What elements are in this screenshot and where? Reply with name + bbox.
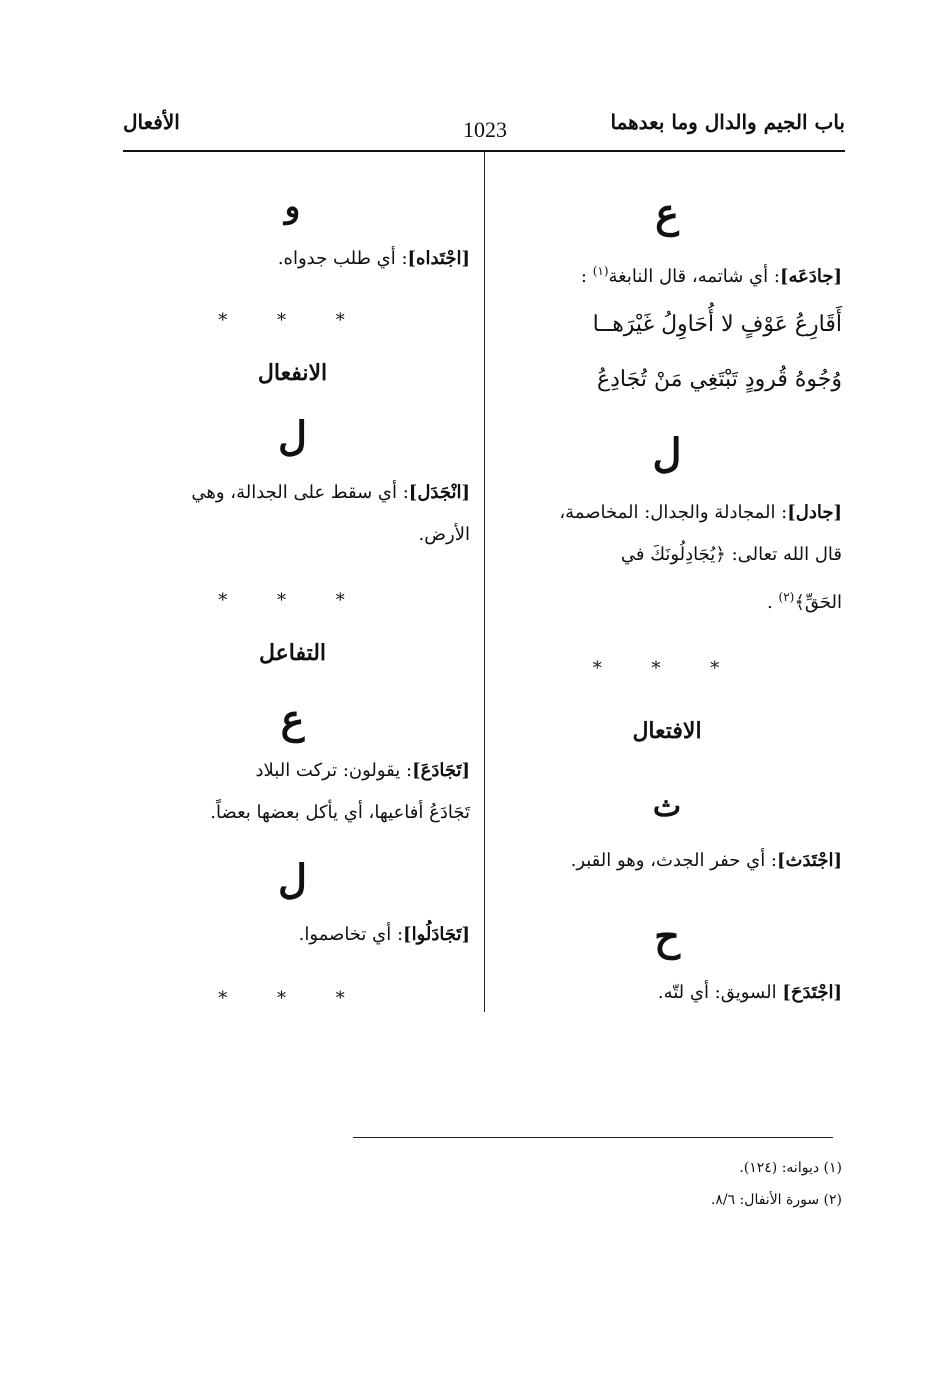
letter-heading-lam: ل bbox=[277, 413, 308, 460]
letter-heading-ha: ح bbox=[654, 913, 680, 960]
entry-term: [انْجَدَل] bbox=[408, 482, 470, 503]
section-heading-infial: الانفعال bbox=[257, 360, 328, 386]
entry-term: [اجْتَدَث] bbox=[777, 850, 842, 871]
entry-term: [اجْتَدَحَ] bbox=[782, 982, 842, 1003]
entry-text-line-1: : أي سقط على الجدالة، وهي bbox=[191, 482, 409, 503]
entry-text-line-2: تَجَادَعُ أفاعيها، أي يأكل بعضها بعضاً. bbox=[210, 802, 470, 823]
section-divider-stars: * * * bbox=[218, 590, 367, 611]
page-number: 1023 bbox=[463, 117, 507, 142]
entry-tail: : bbox=[580, 266, 587, 287]
footnote-2: (٢) سورة الأنفال: ٨/٦. bbox=[710, 1192, 842, 1208]
entry-text: السويق: أي لتّه. bbox=[657, 982, 777, 1003]
poem-verse-line-1: أَقَارِعُ عَوْفٍ لا أُحَاوِلُ غَيْرَهــا bbox=[592, 312, 842, 337]
section-heading-iftial: الافتعال bbox=[632, 718, 702, 744]
footnote-ref-2: (٢) bbox=[778, 590, 795, 604]
running-header-section: الأفعال bbox=[123, 110, 180, 134]
entry-text-line-2: الأرض. bbox=[418, 524, 470, 545]
entry-ijtadah-waw bbox=[115, 238, 470, 280]
entry-injadala bbox=[115, 472, 470, 556]
entry-text-line-1: : المجادلة والجدال: المخاصمة، bbox=[559, 502, 788, 523]
letter-heading-ain: ع bbox=[655, 190, 679, 237]
footnote-rule bbox=[353, 1137, 833, 1138]
letter-heading-tha: ث bbox=[652, 789, 682, 824]
entry-term: [جادَعَه] bbox=[779, 266, 842, 287]
entry-tajadaa bbox=[115, 750, 470, 834]
entry-term: [جادل] bbox=[787, 502, 842, 523]
entry-ijtadath bbox=[492, 840, 842, 882]
running-header-chapter: باب الجيم والدال وما بعدهما bbox=[610, 110, 845, 134]
entry-term: [تَجَادَلُوا] bbox=[403, 924, 470, 945]
section-divider-stars: * * * bbox=[592, 658, 742, 679]
letter-heading-lam: ل bbox=[277, 856, 308, 903]
letter-heading-waw: و bbox=[284, 187, 301, 225]
entry-text: : أي حفر الجدث، وهو القبر. bbox=[570, 850, 777, 871]
entry-term: [تَجَادَعَ] bbox=[412, 760, 470, 781]
entry-term: [اجْتَداه] bbox=[407, 248, 470, 269]
entry-text: : أي طلب جدواه. bbox=[277, 248, 408, 269]
entry-text: : أي تخاصموا. bbox=[298, 924, 404, 945]
footnote-1: (١) ديوانه: (١٢٤). bbox=[739, 1160, 842, 1176]
column-divider bbox=[484, 152, 485, 1012]
entry-text: : أي شاتمه، قال النابغة bbox=[608, 266, 780, 287]
entry-text-line-1: : يقولون: تركت البلاد bbox=[255, 760, 413, 781]
poem-verse-line-2: وُجُوهُ قُرودٍ تَبْتَغِي مَنْ تُجَادِعُ bbox=[597, 367, 842, 392]
entry-tail: . bbox=[767, 592, 773, 613]
entry-jadaahu bbox=[492, 250, 842, 298]
entry-text-line-2: قال الله تعالى: ﴿يُجَادِلُونَكَ في bbox=[620, 544, 842, 565]
letter-heading-lam: ل bbox=[652, 430, 682, 477]
entry-ijtadah bbox=[492, 972, 842, 1014]
section-divider-stars: * * * bbox=[218, 310, 367, 331]
entry-tajadalu bbox=[115, 914, 470, 956]
footnote-ref-1: (١) bbox=[592, 264, 609, 278]
section-divider-stars: * * * bbox=[218, 988, 367, 1009]
entry-text-line-3: الحَقِّ﴾ bbox=[794, 592, 842, 613]
section-heading-tafaul: التفاعل bbox=[258, 640, 327, 666]
letter-heading-ain: ع bbox=[280, 696, 305, 743]
entry-jadala bbox=[492, 492, 842, 624]
